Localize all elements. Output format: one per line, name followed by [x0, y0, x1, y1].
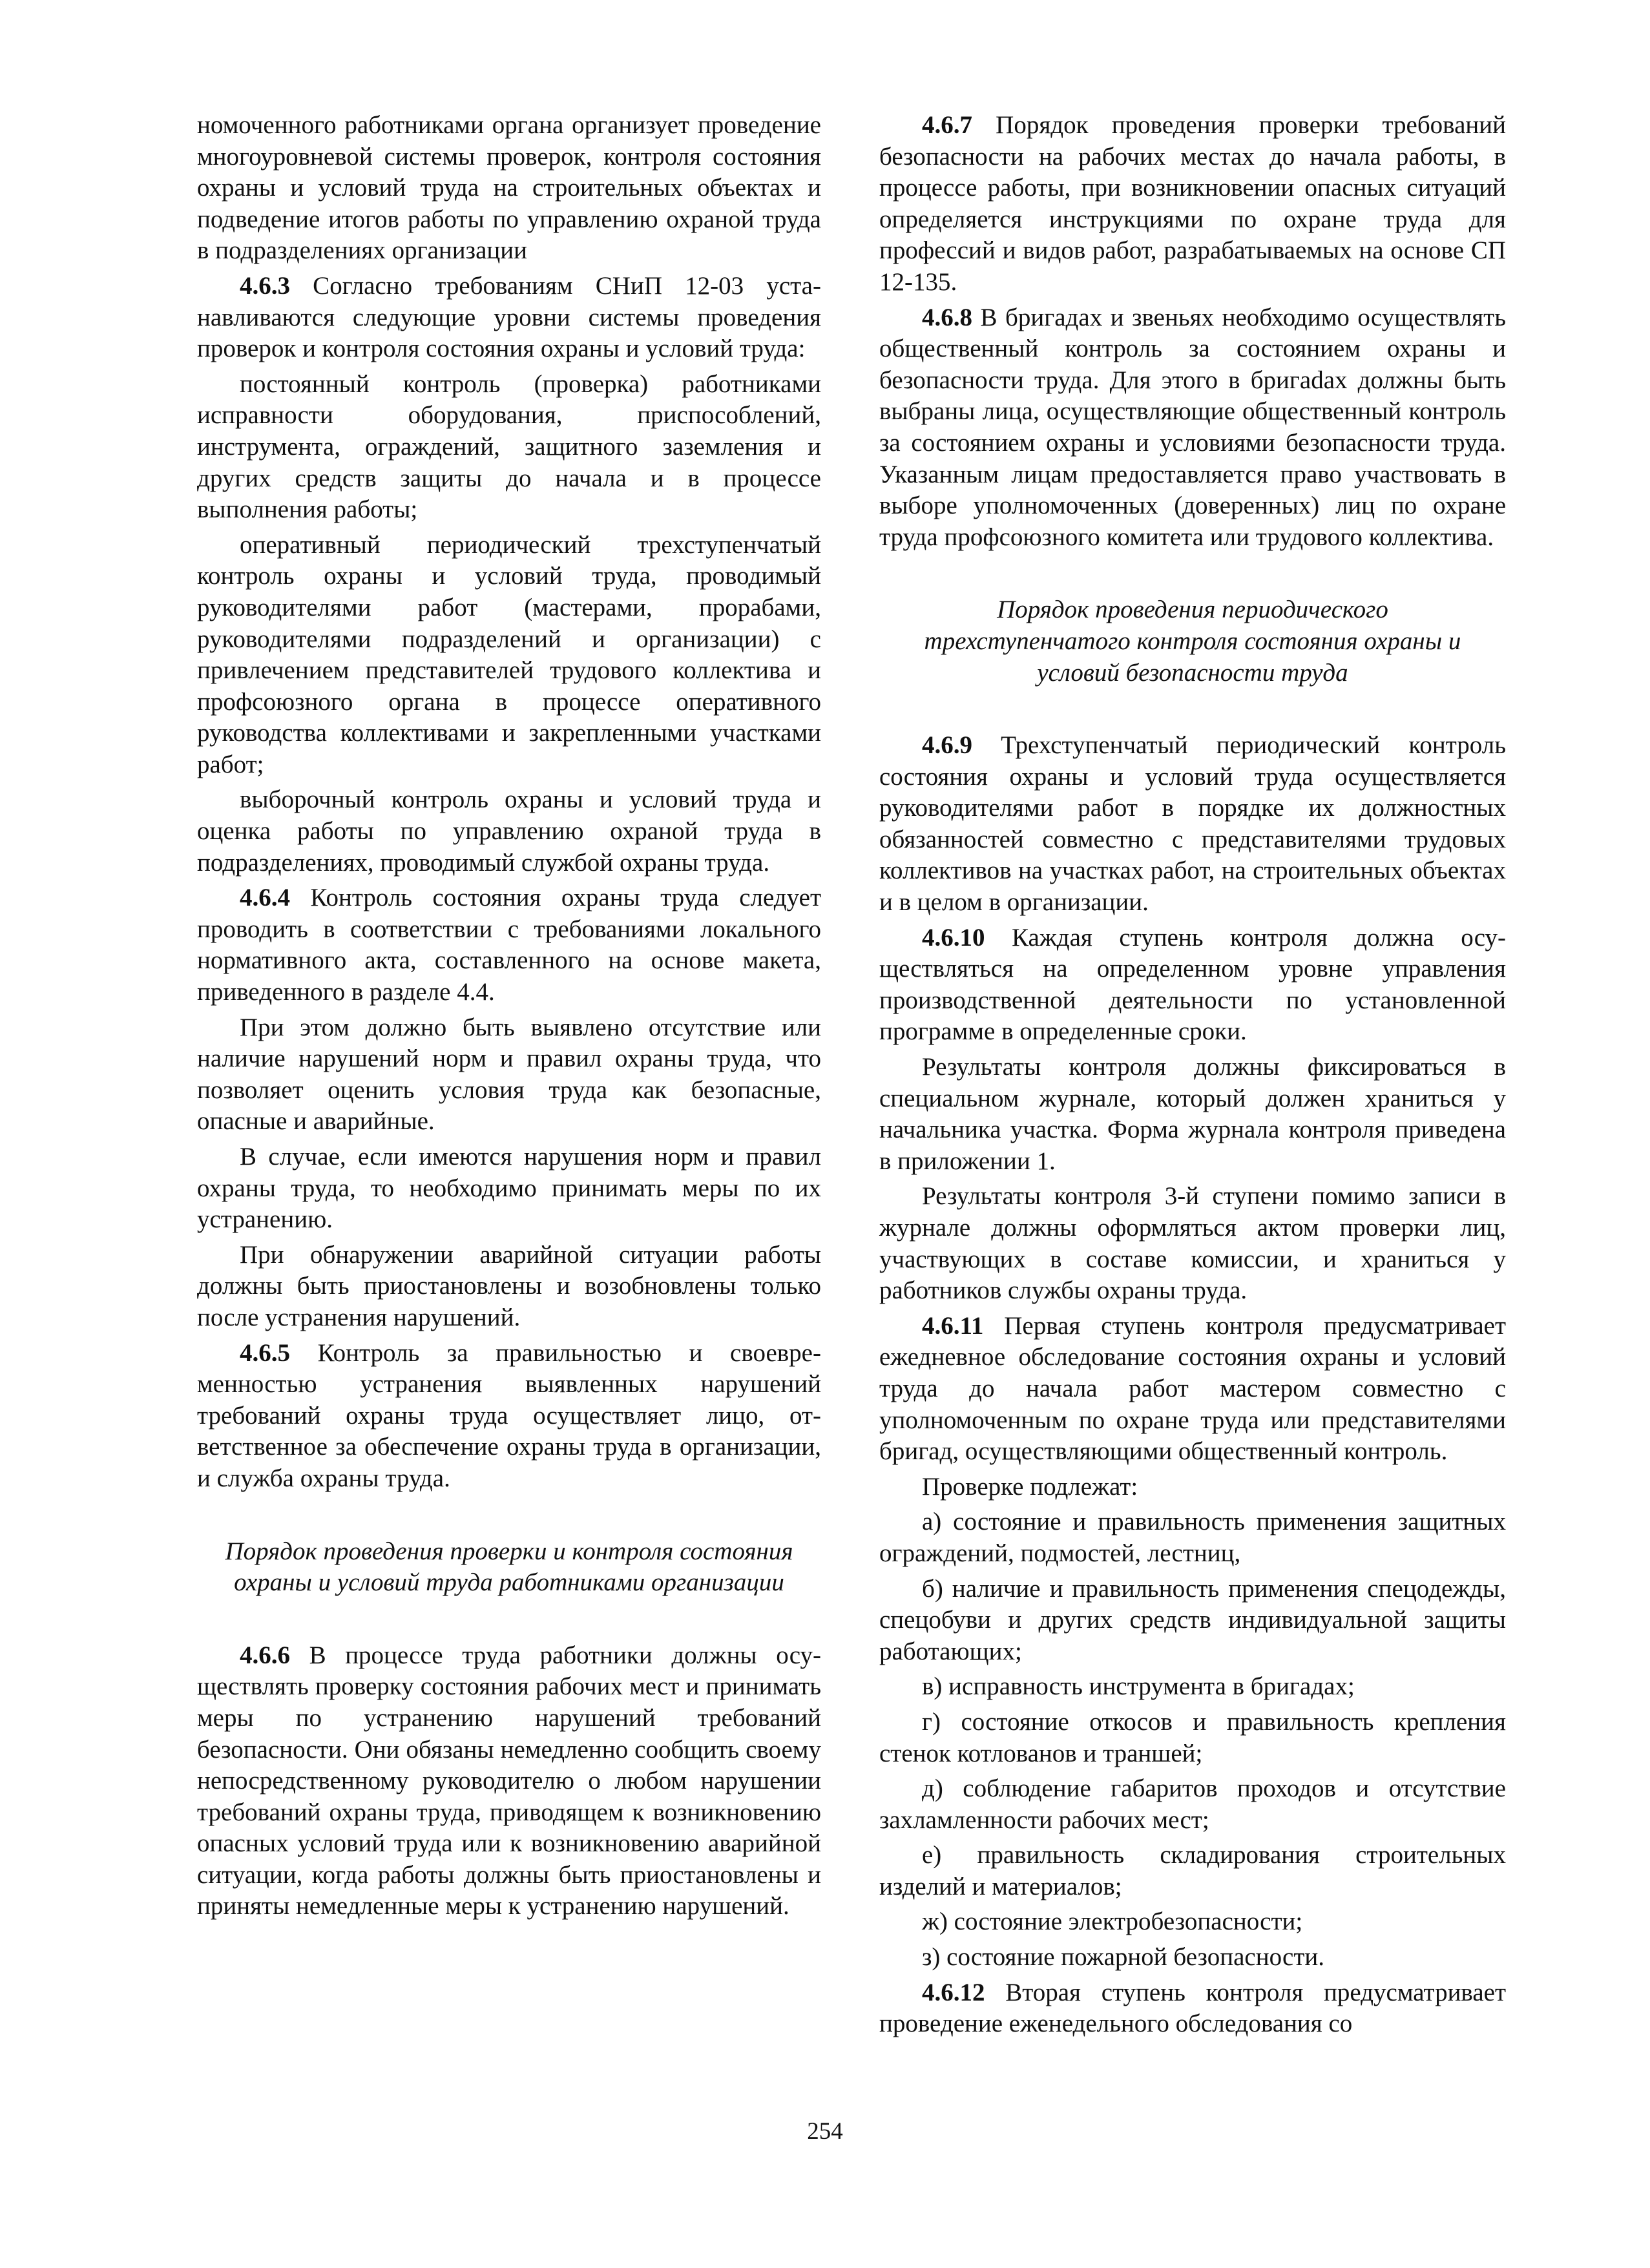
section-number: 4.6.9	[922, 731, 972, 760]
right-column	[879, 110, 1506, 2040]
paragraph-text: В процессе труда работники должны осуществлять проверку состояния рабочих мест и принимать меры по устранению нарушений требований безопасности. Они обязаны немедленно сообщить своему непосредственному руководителю о любом нарушении требований охраны труда, приводящем к возникновению опасных условий труда или к возникновению аварийной ситуации, когда работы должны быть приостановлены и приняты немедленные меры к устранению нарушений.	[197, 1641, 821, 1920]
paragraph: При обнаружении аварийной ситуации работы должны быть приостановлены и возобновлены только после устранения нарушений.	[197, 1240, 821, 1331]
paragraph: Результаты контроля 3-й ступени помимо записи в журнале должны оформляться актом проверки лиц, участвующих в составе комиссии, и храниться у работников службы охраны труда.	[879, 1182, 1506, 1305]
paragraph-text: Согласно требованиям СНиП 12-03 устанавливаются следующие уровни системы проведения проверок и контроля состояния охраны и условий труда:	[197, 271, 821, 363]
section-number: 4.6.3	[240, 271, 290, 300]
paragraph-text: Вторая ступень контроля предусматривает проведение еженедельного обследования со	[879, 1978, 1506, 2038]
section-subheading: Порядок проведения периодического трехступенчатого контроля состояния охраны и условий безопасности труда	[924, 596, 1461, 687]
paragraph-text: В бригадах и звеньях необходимо осуществлять общественный контроль за состоянием охраны и безопасности труда. Для этого в бригаdах должны быть выбраны лица, осуществляющие общественный контроль за состоянием охраны и условиями безопасности труда. Указанным лицам предоставляется право участвовать в выборе уполномоченных (доверенных) лиц по охране труда профсоюзного комитета или трудового коллектива.	[879, 303, 1506, 551]
list-item: ж) состояние электробезопасности;	[922, 1908, 1303, 1936]
list-item: в) исправность инструмента в бригадах;	[922, 1672, 1355, 1701]
paragraph-4-6-10	[879, 922, 1506, 1048]
section-number: 4.6.6	[240, 1641, 290, 1669]
list-item: а) состояние и правильность применения защитных ограждений, подмостей, лестниц,	[879, 1508, 1506, 1567]
paragraph-text: Контроль состояния охраны труда следует проводить в соответствии с требованиями локального нормативного акта, составленного на основе макета, приведенного в разделе 4.4.	[197, 884, 821, 1006]
paragraph-4-6-7	[879, 110, 1506, 298]
section-number: 4.6.5	[240, 1338, 290, 1367]
paragraph-text: Первая ступень контроля предусматривает ежедневное обследование состояния охраны и условий труда до начала работ мастером совместно с уполномоченным по охране труда или представителями бригад, осуществляющими общественный контроль.	[879, 1311, 1506, 1466]
paragraph-text: Контроль за правильностью и своевременностью устранения выявленных нарушений требований охраны труда осуществляет лицо, ответственное за обеспечение охраны труда в организации, и служба охраны труда.	[197, 1338, 821, 1492]
paragraph: Результаты контроля должны фиксироваться в специальном журнале, который должен храниться у начальника участка. Форма журнала контроля приведена в приложении 1.	[879, 1053, 1506, 1175]
paragraph: При этом должно быть выявлено отсутствие или наличие нарушений норм и правил охраны труда, что позволяет оценить условия труда как безопасные, опасные и аварийные.	[197, 1013, 821, 1136]
paragraph-4-6-8	[879, 302, 1506, 554]
paragraph-4-6-11	[879, 1311, 1506, 1468]
list-item: е) правильность складирования строительных изделий и материалов;	[879, 1841, 1506, 1900]
left-column	[197, 110, 821, 1922]
paragraph-text: Порядок проведения проверки требований безопасности на рабочих местах до начала работы, в процессе работы, при возникновении опасных ситуаций определяется инструкциями по охране труда для профессий и видов работ, разрабатываемых на основе СП 12-135.	[879, 111, 1506, 296]
paragraph: оперативный периодический трехступенчатый контроль охраны и условий труда, проводимый руководителями работ (мастерами, прорабами, руководителями подразделений и организации) с привлечением представителей трудового коллектива и профсоюзного органа в процессе оперативного руководства коллективами и закрепленными участками работ;	[197, 530, 821, 778]
section-number: 4.6.10	[922, 923, 985, 952]
paragraph-text: Каждая ступень контроля должна осуществляться на определенном уровне управления производственной деятельности по установленной программе в определенные сроки.	[879, 923, 1506, 1046]
paragraph-4-6-4	[197, 882, 821, 1008]
section-number: 4.6.8	[922, 303, 972, 331]
section-number: 4.6.11	[922, 1311, 984, 1340]
paragraph: В случае, если имеются нарушения норм и правил охраны труда, то необходимо принимать меры по их устранению.	[197, 1143, 821, 1234]
list-item: д) соблюдение габаритов проходов и отсутствие захламленности рабочих мест;	[879, 1774, 1506, 1834]
section-subheading: Порядок проведения проверки и контроля состояния охраны и условий труда работниками организации	[225, 1537, 793, 1597]
section-number: 4.6.12	[922, 1978, 985, 2006]
paragraph-4-6-12	[879, 1977, 1506, 2040]
paragraph-text: Трехступенчатый периодический контроль состояния охраны и условий труда осуществляется руководителями работ в порядке их должностных обязанностей совместно с представителями трудовых коллективов на участках работ, на строительных объектах и в целом в организации.	[879, 731, 1506, 917]
page-number: 254	[807, 2118, 843, 2145]
paragraph: постоянный контроль (проверка) работниками исправности оборудования, приспособлений, инструмента, ограждений, защитного заземления и других средств защиты до начала и в процессе выполнения работы;	[197, 369, 821, 524]
paragraph: Проверке подлежат:	[922, 1472, 1138, 1501]
paragraph-4-6-5	[197, 1338, 821, 1495]
paragraph-4-6-3	[197, 271, 821, 365]
paragraph: выборочный контроль охраны и условий труда и оценка работы по управлению охраной труда в подразделениях, проводимый службой охраны труда.	[197, 785, 821, 877]
section-number: 4.6.7	[922, 111, 972, 139]
section-number: 4.6.4	[240, 884, 290, 912]
paragraph: номоченного работниками органа организует проведение многоуровневой системы проверок, контроля состояния охраны и условий труда на строительных объектах и подведение итогов работы по управлению охраной труда в подразделениях организации	[197, 111, 821, 265]
paragraph-4-6-9	[879, 730, 1506, 919]
list-item: з) состояние пожарной безопасности.	[922, 1943, 1325, 1971]
list-item: г) состояние откосов и правильность крепления стенок котлованов и траншей;	[879, 1707, 1506, 1767]
list-item: б) наличие и правильность применения спецодежды, спецобуви и других средств индивидуальной защиты работающих;	[879, 1574, 1506, 1665]
paragraph-4-6-6	[197, 1640, 821, 1922]
